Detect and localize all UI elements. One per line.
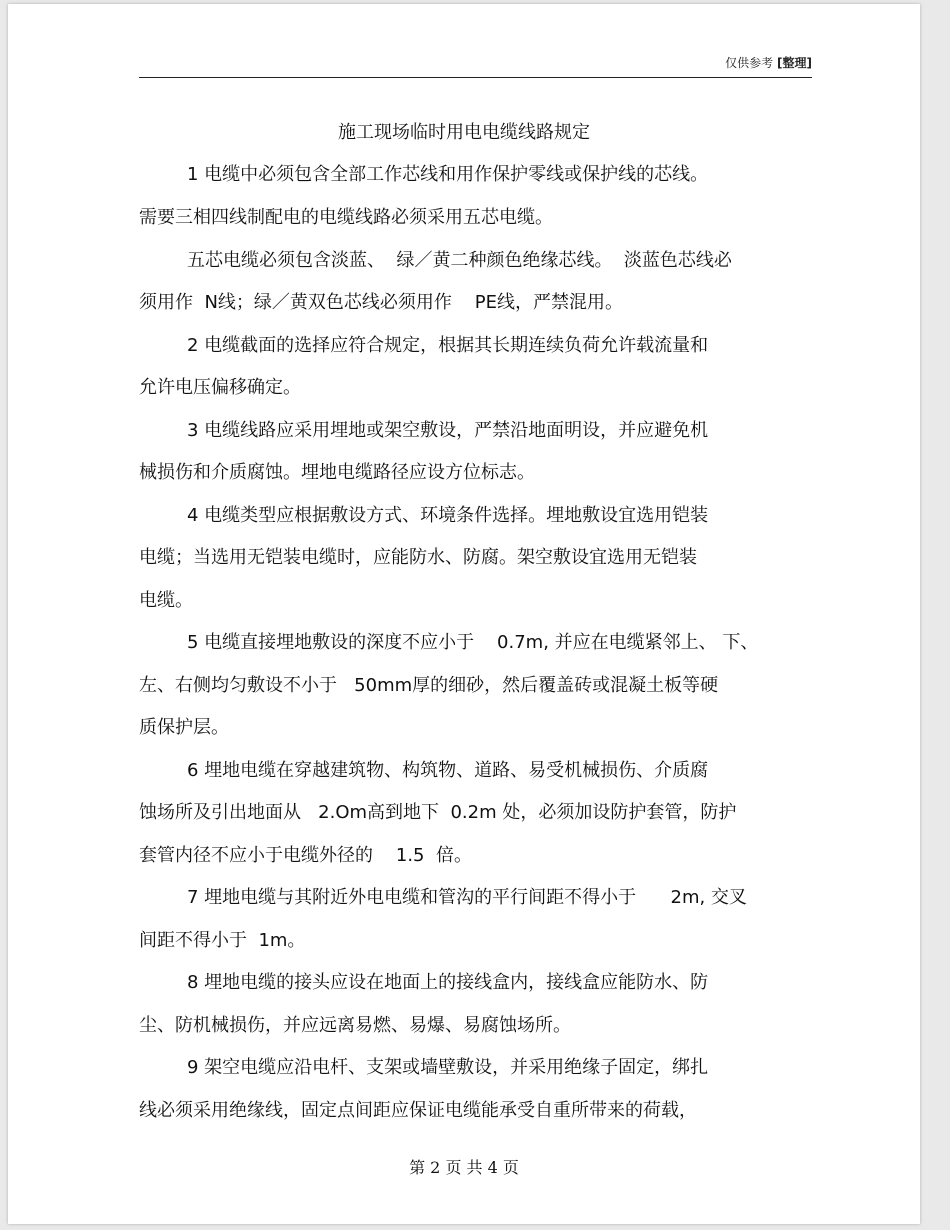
text-line: 线必须采用绝缘线，固定点间距应保证电缆能承受自重所带来的荷载， [139,1100,697,1121]
text-line: 间距不得小于 1m。 [139,930,306,951]
document-title: 施工现场临时用电电缆线路规定 [338,122,590,143]
text-line: 7 埋地电缆与其附近外电电缆和管沟的平行间距不得小于 2m, 交叉 [187,887,747,908]
text-line: 电缆；当选用无铠装电缆时，应能防水、防腐。架空敷设宜选用无铠装 [139,547,697,568]
header-rule [139,77,812,78]
text-line: 套管内径不应小于电缆外径的 1.5 倍。 [139,845,472,866]
text-line: 电缆。 [139,590,193,611]
text-line: 1 电缆中必须包含全部工作芯线和用作保护零线或保护线的芯线。 [187,164,709,185]
text-line: 左、右侧均匀敷设不小于 50mm厚的细砂，然后覆盖砖或混凝土板等硬 [139,675,719,696]
page-footer: 第 2 页 共 4 页 [409,1158,519,1177]
text-line: 质保护层。 [139,717,229,738]
text-line: 五芯电缆必须包含淡蓝、 绿／黄二种颜色绝缘芯线。 淡蓝色芯线必 [187,250,732,271]
text-line: 允许电压偏移确定。 [139,377,301,398]
text-line: 蚀场所及引出地面从 2.Om高到地下 0.2m 处，必须加设防护套管，防护 [139,802,737,823]
header-tag: [整理] [777,56,812,70]
text-line: 9 架空电缆应沿电杆、支架或墙壁敷设，并采用绝缘子固定，绑扎 [187,1057,709,1078]
text-line: 4 电缆类型应根据敷设方式、环境条件选择。埋地敷设宜选用铠装 [187,505,709,526]
text-line: 5 电缆直接埋地敷设的深度不应小于 0.7m, 并应在电缆紧邻上、 下、 [187,632,759,653]
text-line: 3 电缆线路应采用埋地或架空敷设，严禁沿地面明设，并应避免机 [187,420,709,441]
text-line: 须用作 N线；绿／黄双色芯线必须用作 PE线，严禁混用。 [139,292,624,313]
text-line: 需要三相四线制配电的电缆线路必须采用五芯电缆。 [139,207,553,228]
text-line: 尘、防机械损伤，并应远离易燃、易爆、易腐蚀场所。 [139,1015,571,1036]
header-note: 仅供参考 [725,56,774,70]
page-header [139,54,812,71]
document-page [8,4,920,1224]
text-line: 6 埋地电缆在穿越建筑物、构筑物、道路、易受机械损伤、介质腐 [187,760,709,781]
text-line: 2 电缆截面的选择应符合规定，根据其长期连续负荷允许载流量和 [187,335,709,356]
text-line: 8 埋地电缆的接头应设在地面上的接线盒内，接线盒应能防水、防 [187,972,709,993]
text-line: 械损伤和介质腐蚀。埋地电缆路径应设方位标志。 [139,462,535,483]
